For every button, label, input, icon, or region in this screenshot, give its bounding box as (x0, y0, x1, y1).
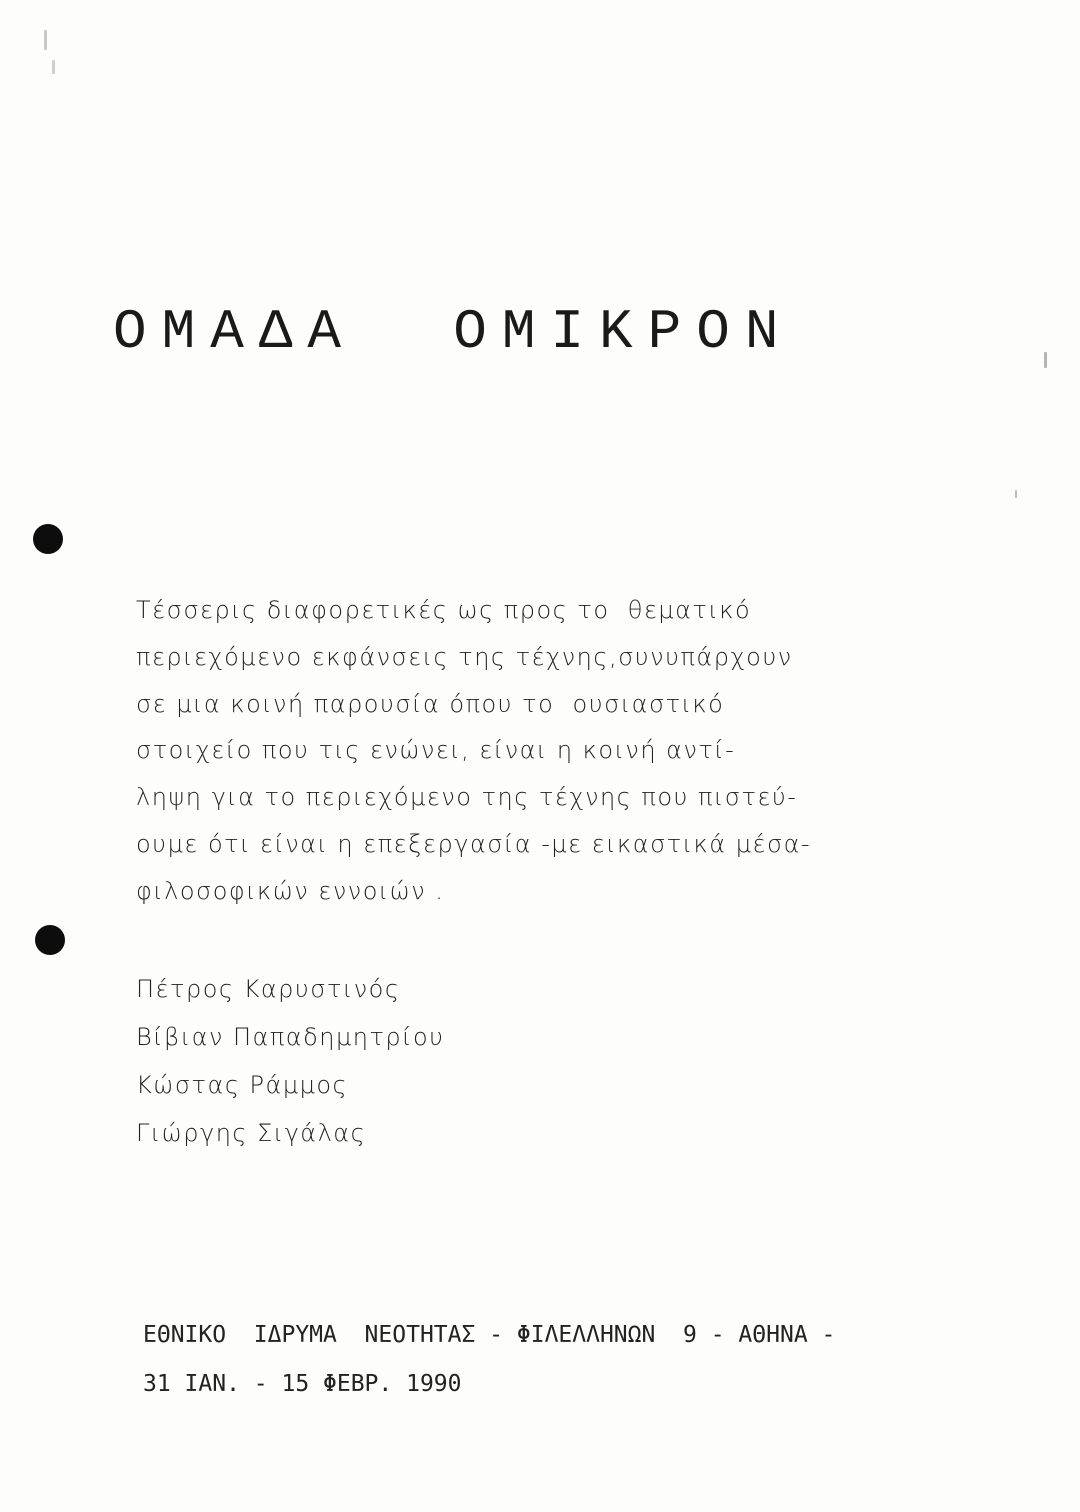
venue-address: ΕΘΝΙΚΟ ΙΔΡΥΜΑ ΝΕΟΤΗΤΑΣ - ΦΙΛΕΛΛΗΝΩΝ 9 - ΑΘΗΝΑ - (143, 1322, 836, 1348)
paragraph-line: περιεχόμενο εκφάνσεις της τέχνης,συνυπάρχουν (136, 642, 793, 671)
artist-name: Κώστας Ράμμος (136, 1071, 349, 1099)
artist-name: Βίβιαν Παπαδημητρίου (136, 1023, 445, 1051)
description-paragraph (136, 587, 936, 915)
paragraph-line: ληψη για το περιεχόμενο της τέχνης που πιστεύ- (136, 783, 798, 812)
venue-and-dates (143, 1311, 943, 1409)
paragraph-line: στοιχείο που τις ενώνει, είναι η κοινή αντί- (136, 736, 736, 765)
punch-hole-bottom (35, 925, 65, 955)
paragraph-line: Τέσσερις διαφορετικές ως προς το θεματικό (136, 596, 752, 624)
artist-names-list (136, 965, 736, 1157)
paragraph-line: ουμε ότι είναι η επεξεργασία -με εικαστικά μέσα- (136, 829, 812, 858)
paragraph-line: φιλοσοφικών εννοιών . (136, 876, 445, 905)
paragraph-line: σε μια κοινή παρουσία όπου το ουσιαστικό (136, 689, 725, 718)
punch-hole-top (33, 524, 63, 554)
scan-speck (1044, 352, 1047, 368)
artist-name: Γιώργης Σιγάλας (136, 1119, 367, 1147)
scan-speck (1015, 490, 1017, 498)
scan-speck (44, 30, 47, 50)
scan-speck (52, 60, 55, 74)
artist-name: Πέτρος Καρυστινός (136, 975, 401, 1003)
page-title: ΟΜΑΔΑ ΟΜΙΚΡΟΝ (113, 300, 794, 364)
exhibition-dates: 31 ΙΑΝ. - 15 ΦΕΒΡ. 1990 (143, 1371, 462, 1397)
